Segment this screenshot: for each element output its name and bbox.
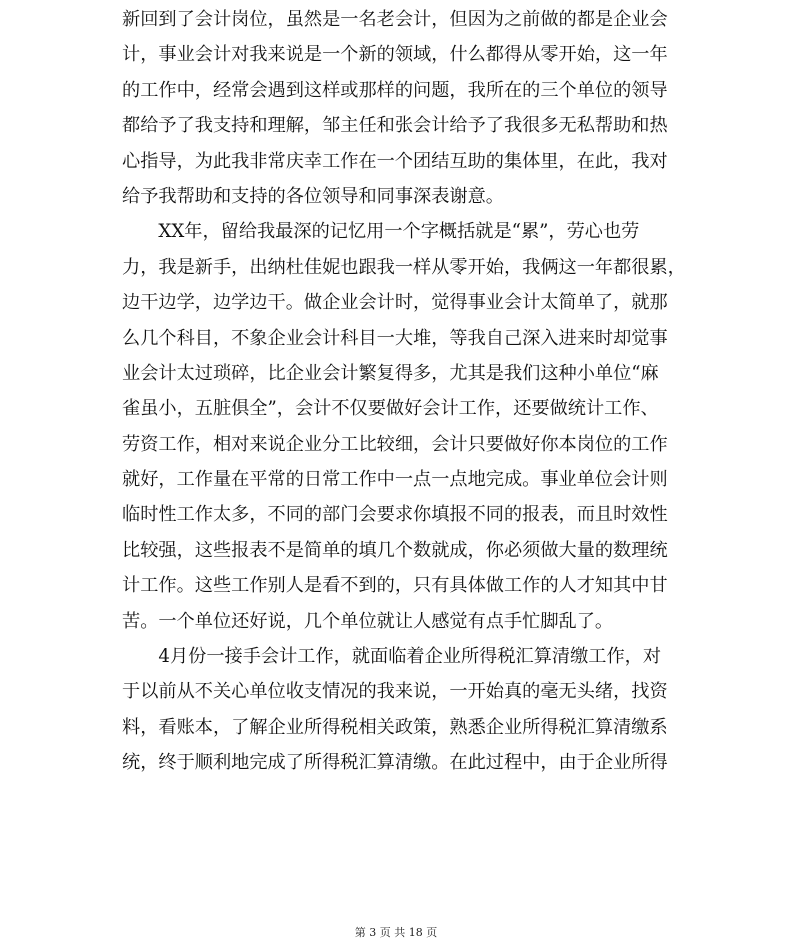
text-line: XX年，留给我最深的记忆用一个字概括就是“累”，劳心也劳 [122,221,640,243]
text-line: 计，事业会计对我来说是一个新的领域，什么都得从零开始，这一年 [122,44,668,66]
text-line: 心指导，为此我非常庆幸工作在一个团结互助的集体里，在此，我对 [122,150,668,172]
text-line: 统，终于顺利地完成了所得税汇算清缴。在此过程中，由于企业所得 [122,752,668,774]
text-line: 4月份一接手会计工作，就面临着企业所得税汇算清缴工作，对 [122,646,662,668]
text-line: 边干边学，边学边干。做企业会计时，觉得事业会计太简单了，就那 [122,292,668,314]
text-line: 雀虽小，五脏俱全”，会计不仅要做好会计工作，还要做统计工作、 [122,398,659,420]
text-line: 力，我是新手，出纳杜佳妮也跟我一样从零开始，我俩这一年都很累， [122,256,686,278]
page-footer: 第 3 页 共 18 页 [354,926,438,939]
text-line: 新回到了会计岗位，虽然是一名老会计，但因为之前做的都是企业会 [122,9,668,30]
text-line: 都给予了我支持和理解，邹主任和张会计给予了我很多无私帮助和热 [122,115,668,137]
text-line: 给予我帮助和支持的各位领导和同事深表谢意。 [122,185,504,207]
text-line: 苦。一个单位还好说，几个单位就让人感觉有点手忙脚乱了。 [122,610,614,632]
text-line: 于以前从不关心单位收支情况的我来说，一开始真的毫无头绪，找资 [122,681,668,703]
text-line: 么几个科目，不象企业会计科目一大堆，等我自己深入进来时却觉事 [122,327,668,349]
text-line: 临时性工作太多，不同的部门会要求你填报不同的报表，而且时效性 [122,504,668,526]
text-line: 业会计太过琐碎，比企业会计繁复得多，尤其是我们这种小单位“麻 [122,362,659,384]
document-body [122,0,686,781]
text-line: 的工作中，经常会遇到这样或那样的问题，我所在的三个单位的领导 [122,79,668,101]
text-line: 比较强，这些报表不是简单的填几个数就成，你必须做大量的数理统 [122,539,668,561]
text-line: 劳资工作，相对来说企业分工比较细，会计只要做好你本岗位的工作 [122,433,668,455]
text-line: 计工作。这些工作别人是看不到的，只有具体做工作的人才知其中甘 [122,575,668,597]
text-line: 料，看账本，了解企业所得税相关政策，熟悉企业所得税汇算清缴系 [122,716,668,738]
text-line: 就好，工作量在平常的日常工作中一点一点地完成。事业单位会计则 [122,469,668,491]
